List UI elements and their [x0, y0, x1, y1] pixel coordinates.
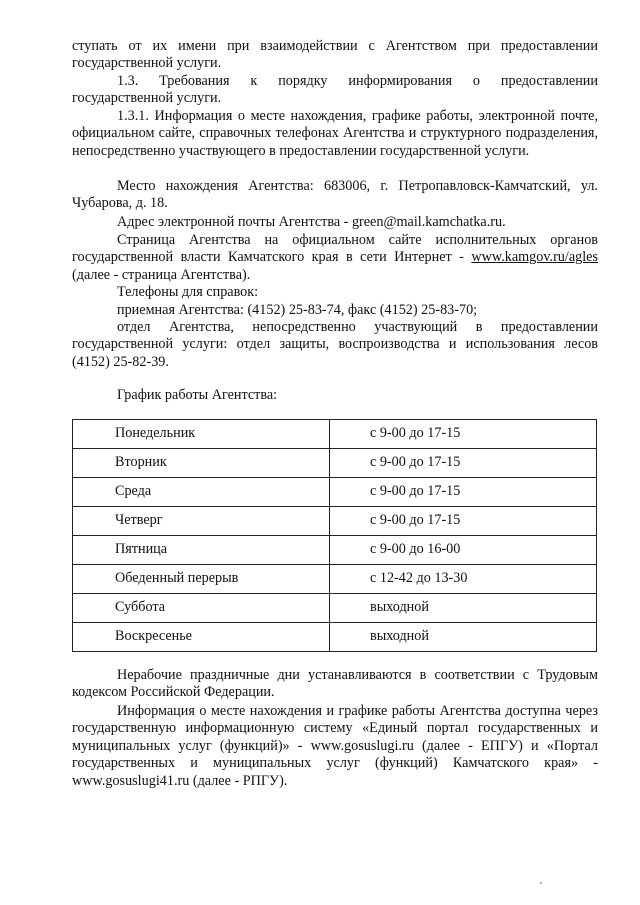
subsection-1-3-1: 1.3.1. Информация о месте нахождения, графике работы, электронной почте, официальном сайте, справочных телефонах Агентства и структурного подразделения, непосредственно участвующего в предоставлении государственной услуги. [72, 108, 598, 159]
table-row [73, 449, 597, 478]
schedule-hours: с 9-00 до 17-15 [330, 507, 597, 536]
paragraph-email: Адрес электронной почты Агентства - green@mail.kamchatka.ru. [117, 214, 506, 230]
schedule-hours: с 9-00 до 16-00 [330, 536, 597, 565]
paragraph-representatives: ступать от их имени при взаимодействии с Агентством при предоставлении государственной услуги. [72, 38, 598, 72]
paragraph-phones-heading: Телефоны для справок: [117, 284, 259, 300]
table-row [73, 623, 597, 652]
scan-speck [540, 882, 542, 884]
schedule-day: Вторник [73, 449, 330, 478]
schedule-hours: с 9-00 до 17-15 [330, 449, 597, 478]
web-page-link[interactable]: www.kamgov.ru/agles [471, 249, 598, 266]
table-row [73, 478, 597, 507]
schedule-hours: выходной [330, 623, 597, 652]
paragraph-portals: Информация о месте нахождения и графике работы Агентства доступна через государственную информационную систему «Единый портал государственных и муниципальных услуг (функций)» - www.gosuslugi.ru (далее - ЕПГУ) и «Портал государственных и муниципальных услуг (функций) Камчатского края» - www.gosuslugi41.ru (далее - РПГУ). [72, 703, 598, 789]
table-row [73, 536, 597, 565]
paragraph-reception-phone: приемная Агентства: (4152) 25-83-74, факс (4152) 25-83-70; [117, 302, 478, 318]
schedule-heading: График работы Агентства: [117, 387, 278, 403]
schedule-day: Обеденный перерыв [73, 565, 330, 594]
schedule-hours: с 12-42 до 13-30 [330, 565, 597, 594]
schedule-hours: выходной [330, 594, 597, 623]
schedule-day: Понедельник [73, 420, 330, 449]
table-row [73, 565, 597, 594]
schedule-day: Четверг [73, 507, 330, 536]
schedule-hours: с 9-00 до 17-15 [330, 478, 597, 507]
web-page-tail: (далее - страница Агентства). [72, 266, 251, 283]
schedule-day: Среда [73, 478, 330, 507]
table-row [73, 420, 597, 449]
table-row [73, 594, 597, 623]
web-page-text: Страница Агентства на официальном сайте исполнительных органов государственной власти Камчатского края в сети Интернет - [72, 232, 598, 266]
section-heading-1-3: 1.3. Требования к порядку информирования о предоставлении государственной услуги. [72, 73, 598, 107]
schedule-day: Воскресенье [73, 623, 330, 652]
paragraph-location: Место нахождения Агентства: 683006, г. Петропавловск-Камчатский, ул. Чубарова, д. 18. [72, 178, 598, 212]
paragraph-holidays: Нерабочие праздничные дни устанавливаются в соответствии с Трудовым кодексом Российской Федерации. [72, 667, 598, 701]
paragraph-department-phone: отдел Агентства, непосредственно участвующий в предоставлении государственной услуги: отдел защиты, воспроизводства и использования лесов (4152) 25-82-39. [72, 319, 598, 370]
schedule-table [72, 419, 597, 652]
paragraph-web-page [72, 232, 598, 284]
schedule-hours: с 9-00 до 17-15 [330, 420, 597, 449]
schedule-day: Пятница [73, 536, 330, 565]
table-row [73, 507, 597, 536]
schedule-day: Суббота [73, 594, 330, 623]
